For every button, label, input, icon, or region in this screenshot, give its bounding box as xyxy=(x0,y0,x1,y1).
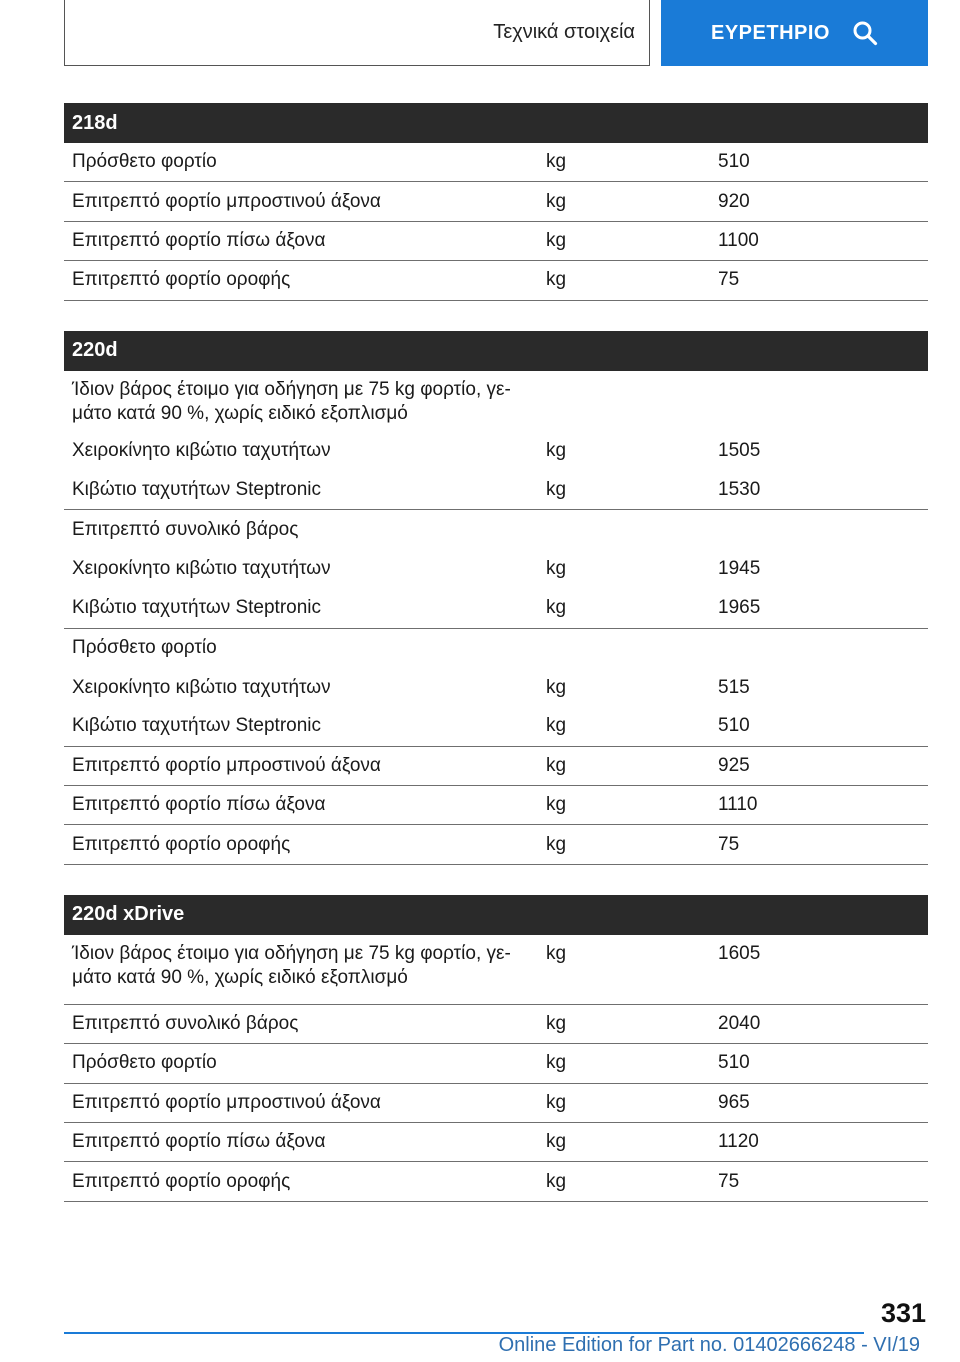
row-unit: kg xyxy=(546,269,567,291)
table-row xyxy=(64,786,928,825)
row-label-cell xyxy=(64,1130,546,1154)
table-row xyxy=(64,747,928,786)
row-unit: kg xyxy=(546,1091,567,1113)
table-header: 218d xyxy=(64,103,928,143)
row-label-continued: μάτο κατά 90 %, χωρίς ειδικό εξοπλισμό xyxy=(72,402,408,424)
row-unit: kg xyxy=(546,1131,567,1153)
row-value: 1100 xyxy=(718,229,759,251)
row-label-cell xyxy=(64,229,546,253)
row-label: Πρόσθετο φορτίο xyxy=(72,1052,217,1074)
row-label-cell xyxy=(64,150,546,174)
row-label: Χειροκίνητο κιβώτιο ταχυτήτων xyxy=(72,676,331,698)
row-label: Επιτρεπτό φορτίο πίσω άξονα xyxy=(72,1131,326,1153)
row-label-cell xyxy=(64,676,546,700)
row-unit: kg xyxy=(546,1013,567,1035)
row-unit: kg xyxy=(546,942,567,964)
row-label: Κιβώτιο ταχυτήτων Steptronic xyxy=(72,479,322,501)
section-tab[interactable] xyxy=(64,0,650,66)
row-label-cell xyxy=(64,1051,546,1075)
row-unit: kg xyxy=(546,1052,567,1074)
row-value: 1945 xyxy=(718,558,761,580)
spec-tables xyxy=(64,103,928,1232)
top-navigation xyxy=(64,0,928,66)
table-row xyxy=(64,1123,928,1162)
row-label-cell xyxy=(64,557,546,581)
row-label-cell xyxy=(64,1091,546,1115)
row-value: 510 xyxy=(718,1052,750,1074)
index-button[interactable] xyxy=(661,0,928,66)
row-unit: kg xyxy=(546,440,567,462)
table-row xyxy=(64,143,928,182)
table-row xyxy=(64,825,928,864)
table-row xyxy=(64,707,928,746)
row-label-cell xyxy=(64,478,546,502)
row-label: Επιτρεπτό φορτίο οροφής xyxy=(72,1170,291,1192)
row-value: 515 xyxy=(718,676,750,698)
spec-table xyxy=(64,103,928,301)
row-label-continued: μάτο κατά 90 %, χωρίς ειδικό εξοπλισμό xyxy=(72,966,408,988)
row-unit xyxy=(546,378,718,426)
index-label: ΕΥΡΕΤΗΡΙΟ xyxy=(711,21,830,44)
table-row xyxy=(64,432,928,471)
row-label-cell xyxy=(64,714,546,738)
row-value: 1605 xyxy=(718,942,761,964)
row-unit: kg xyxy=(546,715,567,737)
table-row xyxy=(64,261,928,300)
row-value: 965 xyxy=(718,1091,750,1113)
spec-table xyxy=(64,895,928,1202)
table-header: 220d xyxy=(64,331,928,371)
row-unit: kg xyxy=(546,151,567,173)
table-row xyxy=(64,222,928,261)
table-row xyxy=(64,668,928,707)
row-unit: kg xyxy=(546,794,567,816)
row-label-cell xyxy=(64,378,546,426)
row-value: 1965 xyxy=(718,597,761,619)
row-unit: kg xyxy=(546,597,567,619)
row-label: Χειροκίνητο κιβώτιο ταχυτήτων xyxy=(72,558,331,580)
spec-table xyxy=(64,331,928,865)
row-label: Πρόσθετο φορτίο xyxy=(72,151,217,173)
row-label-cell xyxy=(64,942,546,990)
row-label: Επιτρεπτό φορτίο μπροστινού άξονα xyxy=(72,1091,381,1113)
row-value: 75 xyxy=(718,833,740,855)
row-unit: kg xyxy=(546,676,567,698)
table-row xyxy=(64,629,928,668)
row-value: 510 xyxy=(718,151,750,173)
row-label-cell xyxy=(64,636,546,660)
row-value: 2040 xyxy=(718,1013,761,1035)
row-label-cell xyxy=(64,268,546,292)
table-row xyxy=(64,935,928,1005)
row-unit: kg xyxy=(546,1170,567,1192)
row-value: 1120 xyxy=(718,1131,759,1153)
search-icon xyxy=(852,20,878,46)
row-value: 1530 xyxy=(718,479,761,501)
table-row xyxy=(64,471,928,510)
row-label-cell xyxy=(64,754,546,778)
row-value: 1505 xyxy=(718,440,761,462)
row-label: Επιτρεπτό συνολικό βάρος xyxy=(72,1013,299,1035)
table-row xyxy=(64,182,928,221)
row-label: Επιτρεπτό φορτίο οροφής xyxy=(72,833,291,855)
table-row xyxy=(64,1084,928,1123)
table-row xyxy=(64,589,928,628)
row-label: Επιτρεπτό φορτίο πίσω άξονα xyxy=(72,229,326,251)
row-label: Ίδιον βάρος έτοιμο για οδήγηση με 75 kg φορτίο, γε- xyxy=(72,942,511,964)
row-value: 920 xyxy=(718,190,750,212)
row-unit: kg xyxy=(546,833,567,855)
table-row xyxy=(64,1162,928,1201)
row-label: Επιτρεπτό φορτίο οροφής xyxy=(72,269,291,291)
row-value: 1110 xyxy=(718,794,758,816)
table-header: 220d xDrive xyxy=(64,895,928,935)
table-row xyxy=(64,1044,928,1083)
row-label: Επιτρεπτό συνολικό βάρος xyxy=(72,519,299,541)
row-label-cell xyxy=(64,833,546,857)
row-value xyxy=(718,378,928,426)
row-unit: kg xyxy=(546,479,567,501)
row-label: Επιτρεπτό φορτίο πίσω άξονα xyxy=(72,794,326,816)
row-value: 510 xyxy=(718,715,750,737)
row-label: Ίδιον βάρος έτοιμο για οδήγηση με 75 kg φορτίο, γε- xyxy=(72,378,511,400)
row-label: Επιτρεπτό φορτίο μπροστινού άξονα xyxy=(72,754,381,776)
row-label: Χειροκίνητο κιβώτιο ταχυτήτων xyxy=(72,440,331,462)
row-value: 75 xyxy=(718,269,740,291)
row-label-cell xyxy=(64,1012,546,1036)
edition-info: Online Edition for Part no. 01402666248 - VI/19 xyxy=(498,1334,920,1356)
row-label-cell xyxy=(64,596,546,620)
page-number: 331 xyxy=(880,1298,926,1328)
table-row xyxy=(64,550,928,589)
row-label-cell xyxy=(64,518,546,542)
row-label-cell xyxy=(64,439,546,463)
row-label: Επιτρεπτό φορτίο μπροστινού άξονα xyxy=(72,190,381,212)
row-value: 75 xyxy=(718,1170,740,1192)
table-row xyxy=(64,1005,928,1044)
row-label: Κιβώτιο ταχυτήτων Steptronic xyxy=(72,597,322,619)
row-value: 925 xyxy=(718,754,750,776)
table-row xyxy=(64,510,928,549)
row-unit: kg xyxy=(546,229,567,251)
row-label: Πρόσθετο φορτίο xyxy=(72,637,217,659)
row-label: Κιβώτιο ταχυτήτων Steptronic xyxy=(72,715,322,737)
row-unit: kg xyxy=(546,754,567,776)
section-title: Τεχνικά στοιχεία xyxy=(493,21,635,43)
row-label-cell xyxy=(64,793,546,817)
row-unit: kg xyxy=(546,558,567,580)
row-unit: kg xyxy=(546,190,567,212)
row-label-cell xyxy=(64,1170,546,1194)
table-row xyxy=(64,371,928,432)
row-label-cell xyxy=(64,190,546,214)
